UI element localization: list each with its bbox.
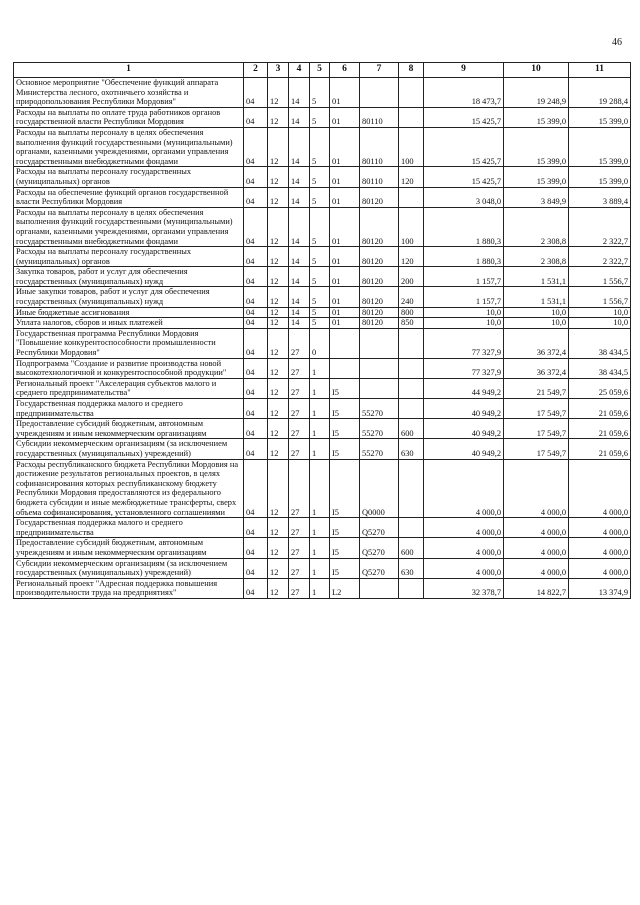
table-row bbox=[14, 378, 631, 398]
row-name-cell: Государственная поддержка малого и среднего предпринимательства bbox=[14, 518, 244, 538]
cell-pr: 12 bbox=[268, 518, 289, 538]
cell-amount-year2: 19 248,9 bbox=[504, 78, 569, 108]
cell-event: 01 bbox=[330, 318, 360, 329]
table-row bbox=[14, 538, 631, 558]
cell-subprogram: 5 bbox=[310, 287, 330, 307]
cell-amount-year1: 1 880,3 bbox=[424, 247, 504, 267]
cell-amount-year1: 18 473,7 bbox=[424, 78, 504, 108]
cell-rz: 04 bbox=[244, 328, 268, 358]
cell-expense-type: 630 bbox=[399, 558, 424, 578]
cell-amount-year3: 21 059,6 bbox=[569, 439, 631, 459]
cell-direction bbox=[360, 328, 399, 358]
cell-amount-year1: 4 000,0 bbox=[424, 558, 504, 578]
cell-direction: 55270 bbox=[360, 419, 399, 439]
row-name-cell: Основное мероприятие "Обеспечение функций аппарата Министерства лесного, охотничьего хозяйства и природопользования Республики Мордовия" bbox=[14, 78, 244, 108]
cell-rz: 04 bbox=[244, 78, 268, 108]
cell-amount-year3: 4 000,0 bbox=[569, 558, 631, 578]
table-row bbox=[14, 207, 631, 246]
cell-pr: 12 bbox=[268, 127, 289, 166]
row-name-cell: Иные бюджетные ассигнования bbox=[14, 307, 244, 318]
table-row bbox=[14, 518, 631, 538]
row-name-cell: Региональный проект "Адресная поддержка повышения производительности труда на предприятиях" bbox=[14, 578, 244, 598]
cell-direction: 80120 bbox=[360, 307, 399, 318]
cell-pr: 12 bbox=[268, 307, 289, 318]
cell-program: 27 bbox=[289, 419, 310, 439]
cell-amount-year3: 3 889,4 bbox=[569, 187, 631, 207]
cell-pr: 12 bbox=[268, 287, 289, 307]
cell-amount-year2: 17 549,7 bbox=[504, 439, 569, 459]
cell-amount-year3: 19 288,4 bbox=[569, 78, 631, 108]
row-name-cell: Субсидии некоммерческим организациям (за исключением государственных (муниципальных) учреждений) bbox=[14, 558, 244, 578]
cell-amount-year1: 77 327,9 bbox=[424, 358, 504, 378]
cell-amount-year3: 15 399,0 bbox=[569, 127, 631, 166]
table-row bbox=[14, 439, 631, 459]
cell-event: I5 bbox=[330, 538, 360, 558]
table-row bbox=[14, 328, 631, 358]
cell-subprogram: 1 bbox=[310, 358, 330, 378]
cell-event: 01 bbox=[330, 187, 360, 207]
cell-amount-year1: 15 425,7 bbox=[424, 127, 504, 166]
cell-direction: Q5270 bbox=[360, 538, 399, 558]
row-name-cell: Расходы на выплаты персоналу государственных (муниципальных) органов bbox=[14, 247, 244, 267]
cell-expense-type: 800 bbox=[399, 307, 424, 318]
cell-program: 14 bbox=[289, 318, 310, 329]
cell-expense-type: 200 bbox=[399, 267, 424, 287]
cell-amount-year1: 44 949,2 bbox=[424, 378, 504, 398]
cell-amount-year3: 25 059,6 bbox=[569, 378, 631, 398]
cell-subprogram: 1 bbox=[310, 538, 330, 558]
cell-expense-type: 120 bbox=[399, 167, 424, 187]
column-header: 1 bbox=[14, 63, 244, 78]
column-header: 11 bbox=[569, 63, 631, 78]
cell-rz: 04 bbox=[244, 287, 268, 307]
cell-pr: 12 bbox=[268, 207, 289, 246]
cell-amount-year1: 10,0 bbox=[424, 318, 504, 329]
row-name-cell: Расходы на выплаты персоналу в целях обеспечения выполнения функций государственными (муниципальными) органами, казенными учреждениями, органами управления государственными внебюджетными фондами bbox=[14, 127, 244, 166]
cell-subprogram: 5 bbox=[310, 167, 330, 187]
cell-program: 27 bbox=[289, 439, 310, 459]
table-row bbox=[14, 287, 631, 307]
cell-pr: 12 bbox=[268, 578, 289, 598]
cell-direction: 55270 bbox=[360, 439, 399, 459]
cell-amount-year2: 17 549,7 bbox=[504, 399, 569, 419]
page-number: 46 bbox=[612, 37, 622, 48]
cell-amount-year2: 10,0 bbox=[504, 318, 569, 329]
cell-expense-type bbox=[399, 399, 424, 419]
cell-subprogram: 5 bbox=[310, 318, 330, 329]
cell-pr: 12 bbox=[268, 187, 289, 207]
cell-amount-year3: 2 322,7 bbox=[569, 207, 631, 246]
cell-program: 14 bbox=[289, 287, 310, 307]
row-name-cell: Иные закупки товаров, работ и услуг для обеспечения государственных (муниципальных) нужд bbox=[14, 287, 244, 307]
cell-amount-year3: 1 556,7 bbox=[569, 267, 631, 287]
cell-event: 01 bbox=[330, 167, 360, 187]
cell-expense-type: 850 bbox=[399, 318, 424, 329]
cell-amount-year3: 38 434,5 bbox=[569, 358, 631, 378]
row-name-cell: Предоставление субсидий бюджетным, автономным учреждениям и иным некоммерческим организациям bbox=[14, 419, 244, 439]
budget-table bbox=[13, 62, 631, 599]
cell-amount-year3: 4 000,0 bbox=[569, 538, 631, 558]
cell-amount-year1: 4 000,0 bbox=[424, 459, 504, 518]
cell-program: 27 bbox=[289, 538, 310, 558]
cell-amount-year2: 1 531,1 bbox=[504, 267, 569, 287]
cell-amount-year2: 36 372,4 bbox=[504, 328, 569, 358]
cell-subprogram: 1 bbox=[310, 558, 330, 578]
table-row bbox=[14, 419, 631, 439]
cell-subprogram: 5 bbox=[310, 187, 330, 207]
cell-event: 01 bbox=[330, 207, 360, 246]
cell-amount-year2: 15 399,0 bbox=[504, 127, 569, 166]
cell-rz: 04 bbox=[244, 518, 268, 538]
cell-subprogram: 1 bbox=[310, 378, 330, 398]
cell-program: 14 bbox=[289, 307, 310, 318]
cell-event: 01 bbox=[330, 287, 360, 307]
cell-amount-year2: 3 849,9 bbox=[504, 187, 569, 207]
column-header: 3 bbox=[268, 63, 289, 78]
cell-expense-type bbox=[399, 187, 424, 207]
cell-subprogram: 1 bbox=[310, 578, 330, 598]
cell-expense-type: 120 bbox=[399, 247, 424, 267]
column-header: 8 bbox=[399, 63, 424, 78]
cell-direction bbox=[360, 378, 399, 398]
cell-event: I5 bbox=[330, 419, 360, 439]
cell-subprogram: 1 bbox=[310, 459, 330, 518]
cell-event: I5 bbox=[330, 459, 360, 518]
cell-rz: 04 bbox=[244, 419, 268, 439]
row-name-cell: Расходы республиканского бюджета Республики Мордовия на достижение результатов региональных проектов, в целях софинансирования которых республиканскому бюджету Республики Мордовия предоставляются из федерального бюджета субсидии и иные межбюджетные трансферты, сверх объема софинансирования, установленного соглашениями bbox=[14, 459, 244, 518]
table-row bbox=[14, 127, 631, 166]
row-name-cell: Государственная программа Республики Мордовия "Повышение конкурентоспособности промышленности Республики Мордовия" bbox=[14, 328, 244, 358]
cell-rz: 04 bbox=[244, 187, 268, 207]
cell-direction: 80120 bbox=[360, 287, 399, 307]
cell-program: 14 bbox=[289, 267, 310, 287]
cell-pr: 12 bbox=[268, 558, 289, 578]
cell-amount-year1: 4 000,0 bbox=[424, 538, 504, 558]
column-header: 2 bbox=[244, 63, 268, 78]
cell-pr: 12 bbox=[268, 167, 289, 187]
cell-amount-year3: 15 399,0 bbox=[569, 167, 631, 187]
cell-event: 01 bbox=[330, 78, 360, 108]
table-row bbox=[14, 578, 631, 598]
cell-event: I5 bbox=[330, 558, 360, 578]
cell-program: 27 bbox=[289, 378, 310, 398]
cell-direction bbox=[360, 78, 399, 108]
cell-program: 14 bbox=[289, 207, 310, 246]
cell-amount-year2: 4 000,0 bbox=[504, 518, 569, 538]
cell-subprogram: 1 bbox=[310, 439, 330, 459]
cell-rz: 04 bbox=[244, 167, 268, 187]
cell-pr: 12 bbox=[268, 378, 289, 398]
column-header: 9 bbox=[424, 63, 504, 78]
cell-pr: 12 bbox=[268, 247, 289, 267]
table-body bbox=[14, 78, 631, 599]
table-row bbox=[14, 187, 631, 207]
cell-amount-year2: 4 000,0 bbox=[504, 459, 569, 518]
row-name-cell: Расходы на выплаты по оплате труда работников органов государственной власти Республики Мордовия bbox=[14, 107, 244, 127]
cell-rz: 04 bbox=[244, 558, 268, 578]
row-name-cell: Расходы на выплаты персоналу государственных (муниципальных) органов bbox=[14, 167, 244, 187]
cell-expense-type bbox=[399, 358, 424, 378]
cell-rz: 04 bbox=[244, 247, 268, 267]
cell-amount-year2: 14 822,7 bbox=[504, 578, 569, 598]
cell-direction: 80120 bbox=[360, 207, 399, 246]
cell-rz: 04 bbox=[244, 459, 268, 518]
cell-amount-year3: 4 000,0 bbox=[569, 518, 631, 538]
cell-amount-year2: 2 308,8 bbox=[504, 207, 569, 246]
cell-pr: 12 bbox=[268, 107, 289, 127]
cell-amount-year2: 36 372,4 bbox=[504, 358, 569, 378]
cell-expense-type bbox=[399, 328, 424, 358]
cell-pr: 12 bbox=[268, 78, 289, 108]
cell-rz: 04 bbox=[244, 378, 268, 398]
cell-event: 01 bbox=[330, 267, 360, 287]
cell-expense-type bbox=[399, 578, 424, 598]
cell-program: 27 bbox=[289, 578, 310, 598]
cell-subprogram: 1 bbox=[310, 419, 330, 439]
column-header: 6 bbox=[330, 63, 360, 78]
cell-amount-year1: 1 157,7 bbox=[424, 267, 504, 287]
column-header: 7 bbox=[360, 63, 399, 78]
cell-amount-year2: 1 531,1 bbox=[504, 287, 569, 307]
cell-amount-year1: 77 327,9 bbox=[424, 328, 504, 358]
cell-expense-type: 630 bbox=[399, 439, 424, 459]
cell-subprogram: 0 bbox=[310, 328, 330, 358]
cell-expense-type bbox=[399, 518, 424, 538]
cell-amount-year1: 10,0 bbox=[424, 307, 504, 318]
cell-amount-year2: 15 399,0 bbox=[504, 167, 569, 187]
cell-event: 01 bbox=[330, 247, 360, 267]
table-row bbox=[14, 358, 631, 378]
cell-amount-year2: 21 549,7 bbox=[504, 378, 569, 398]
table-row bbox=[14, 459, 631, 518]
cell-subprogram: 5 bbox=[310, 247, 330, 267]
cell-expense-type bbox=[399, 107, 424, 127]
cell-direction: Q0000 bbox=[360, 459, 399, 518]
row-name-cell: Закупка товаров, работ и услуг для обеспечения государственных (муниципальных) нужд bbox=[14, 267, 244, 287]
cell-expense-type: 600 bbox=[399, 419, 424, 439]
row-name-cell: Субсидии некоммерческим организациям (за исключением государственных (муниципальных) учреждений) bbox=[14, 439, 244, 459]
cell-amount-year1: 15 425,7 bbox=[424, 167, 504, 187]
row-name-cell: Подпрограмма "Создание и развитие производства новой высокотехнологичной и конкурентоспособной продукции" bbox=[14, 358, 244, 378]
table-header-row bbox=[14, 63, 631, 78]
cell-pr: 12 bbox=[268, 459, 289, 518]
cell-amount-year3: 15 399,0 bbox=[569, 107, 631, 127]
cell-event: 01 bbox=[330, 107, 360, 127]
cell-amount-year3: 13 374,9 bbox=[569, 578, 631, 598]
cell-amount-year2: 17 549,7 bbox=[504, 419, 569, 439]
cell-rz: 04 bbox=[244, 127, 268, 166]
table-row bbox=[14, 247, 631, 267]
table-row bbox=[14, 167, 631, 187]
cell-direction: 80120 bbox=[360, 247, 399, 267]
cell-direction: 80110 bbox=[360, 107, 399, 127]
cell-amount-year2: 4 000,0 bbox=[504, 558, 569, 578]
cell-direction: 80110 bbox=[360, 167, 399, 187]
cell-direction: Q5270 bbox=[360, 558, 399, 578]
row-name-cell: Государственная поддержка малого и среднего предпринимательства bbox=[14, 399, 244, 419]
cell-expense-type bbox=[399, 459, 424, 518]
cell-amount-year2: 2 308,8 bbox=[504, 247, 569, 267]
cell-program: 14 bbox=[289, 167, 310, 187]
cell-pr: 12 bbox=[268, 439, 289, 459]
cell-rz: 04 bbox=[244, 538, 268, 558]
table-row bbox=[14, 267, 631, 287]
cell-event: I5 bbox=[330, 439, 360, 459]
cell-program: 14 bbox=[289, 247, 310, 267]
cell-subprogram: 1 bbox=[310, 518, 330, 538]
cell-program: 14 bbox=[289, 127, 310, 166]
cell-amount-year3: 2 322,7 bbox=[569, 247, 631, 267]
cell-program: 27 bbox=[289, 399, 310, 419]
table-row bbox=[14, 307, 631, 318]
cell-expense-type: 240 bbox=[399, 287, 424, 307]
cell-rz: 04 bbox=[244, 307, 268, 318]
cell-subprogram: 5 bbox=[310, 127, 330, 166]
cell-amount-year2: 4 000,0 bbox=[504, 538, 569, 558]
table-row bbox=[14, 399, 631, 419]
cell-direction: 80120 bbox=[360, 267, 399, 287]
cell-amount-year3: 21 059,6 bbox=[569, 419, 631, 439]
cell-amount-year2: 10,0 bbox=[504, 307, 569, 318]
cell-direction: Q5270 bbox=[360, 518, 399, 538]
cell-expense-type bbox=[399, 378, 424, 398]
cell-pr: 12 bbox=[268, 538, 289, 558]
table-row bbox=[14, 107, 631, 127]
cell-amount-year1: 1 880,3 bbox=[424, 207, 504, 246]
cell-amount-year3: 10,0 bbox=[569, 318, 631, 329]
cell-program: 14 bbox=[289, 187, 310, 207]
table-row bbox=[14, 78, 631, 108]
cell-program: 27 bbox=[289, 459, 310, 518]
cell-rz: 04 bbox=[244, 267, 268, 287]
cell-direction bbox=[360, 358, 399, 378]
cell-program: 27 bbox=[289, 358, 310, 378]
cell-rz: 04 bbox=[244, 578, 268, 598]
cell-expense-type: 100 bbox=[399, 127, 424, 166]
column-header: 5 bbox=[310, 63, 330, 78]
row-name-cell: Уплата налогов, сборов и иных платежей bbox=[14, 318, 244, 329]
cell-pr: 12 bbox=[268, 328, 289, 358]
cell-event: I5 bbox=[330, 378, 360, 398]
cell-subprogram: 1 bbox=[310, 399, 330, 419]
cell-amount-year1: 40 949,2 bbox=[424, 419, 504, 439]
cell-amount-year1: 1 157,7 bbox=[424, 287, 504, 307]
cell-event: L2 bbox=[330, 578, 360, 598]
cell-amount-year1: 32 378,7 bbox=[424, 578, 504, 598]
cell-pr: 12 bbox=[268, 419, 289, 439]
cell-program: 14 bbox=[289, 107, 310, 127]
cell-amount-year3: 21 059,6 bbox=[569, 399, 631, 419]
cell-rz: 04 bbox=[244, 107, 268, 127]
row-name-cell: Расходы на обеспечение функций органов государственной власти Республики Мордовия bbox=[14, 187, 244, 207]
cell-program: 27 bbox=[289, 518, 310, 538]
row-name-cell: Региональный проект "Акселерация субъектов малого и среднего предпринимательства" bbox=[14, 378, 244, 398]
cell-event: 01 bbox=[330, 127, 360, 166]
cell-subprogram: 5 bbox=[310, 307, 330, 318]
table-row bbox=[14, 558, 631, 578]
cell-expense-type: 100 bbox=[399, 207, 424, 246]
cell-subprogram: 5 bbox=[310, 107, 330, 127]
cell-subprogram: 5 bbox=[310, 78, 330, 108]
cell-amount-year3: 38 434,5 bbox=[569, 328, 631, 358]
cell-amount-year1: 3 048,0 bbox=[424, 187, 504, 207]
cell-rz: 04 bbox=[244, 358, 268, 378]
cell-amount-year1: 40 949,2 bbox=[424, 399, 504, 419]
column-header: 4 bbox=[289, 63, 310, 78]
cell-rz: 04 bbox=[244, 439, 268, 459]
cell-amount-year3: 1 556,7 bbox=[569, 287, 631, 307]
cell-direction: 80110 bbox=[360, 127, 399, 166]
cell-amount-year1: 40 949,2 bbox=[424, 439, 504, 459]
cell-program: 14 bbox=[289, 78, 310, 108]
cell-amount-year1: 15 425,7 bbox=[424, 107, 504, 127]
cell-rz: 04 bbox=[244, 399, 268, 419]
cell-subprogram: 5 bbox=[310, 207, 330, 246]
cell-rz: 04 bbox=[244, 318, 268, 329]
cell-event: 01 bbox=[330, 307, 360, 318]
cell-event: I5 bbox=[330, 518, 360, 538]
cell-direction: 80120 bbox=[360, 187, 399, 207]
table-row bbox=[14, 318, 631, 329]
cell-event bbox=[330, 328, 360, 358]
row-name-cell: Предоставление субсидий бюджетным, автономным учреждениям и иным некоммерческим организациям bbox=[14, 538, 244, 558]
cell-amount-year3: 4 000,0 bbox=[569, 459, 631, 518]
cell-amount-year2: 15 399,0 bbox=[504, 107, 569, 127]
cell-direction: 55270 bbox=[360, 399, 399, 419]
cell-amount-year1: 4 000,0 bbox=[424, 518, 504, 538]
cell-program: 27 bbox=[289, 558, 310, 578]
cell-pr: 12 bbox=[268, 358, 289, 378]
cell-direction: 80120 bbox=[360, 318, 399, 329]
cell-direction bbox=[360, 578, 399, 598]
cell-amount-year3: 10,0 bbox=[569, 307, 631, 318]
cell-pr: 12 bbox=[268, 267, 289, 287]
cell-expense-type bbox=[399, 78, 424, 108]
cell-program: 27 bbox=[289, 328, 310, 358]
cell-expense-type: 600 bbox=[399, 538, 424, 558]
cell-event bbox=[330, 358, 360, 378]
column-header: 10 bbox=[504, 63, 569, 78]
cell-pr: 12 bbox=[268, 399, 289, 419]
cell-event: I5 bbox=[330, 399, 360, 419]
cell-pr: 12 bbox=[268, 318, 289, 329]
cell-subprogram: 5 bbox=[310, 267, 330, 287]
row-name-cell: Расходы на выплаты персоналу в целях обеспечения выполнения функций государственными (муниципальными) органами, казенными учреждениями, органами управления государственными внебюджетными фондами bbox=[14, 207, 244, 246]
cell-rz: 04 bbox=[244, 207, 268, 246]
